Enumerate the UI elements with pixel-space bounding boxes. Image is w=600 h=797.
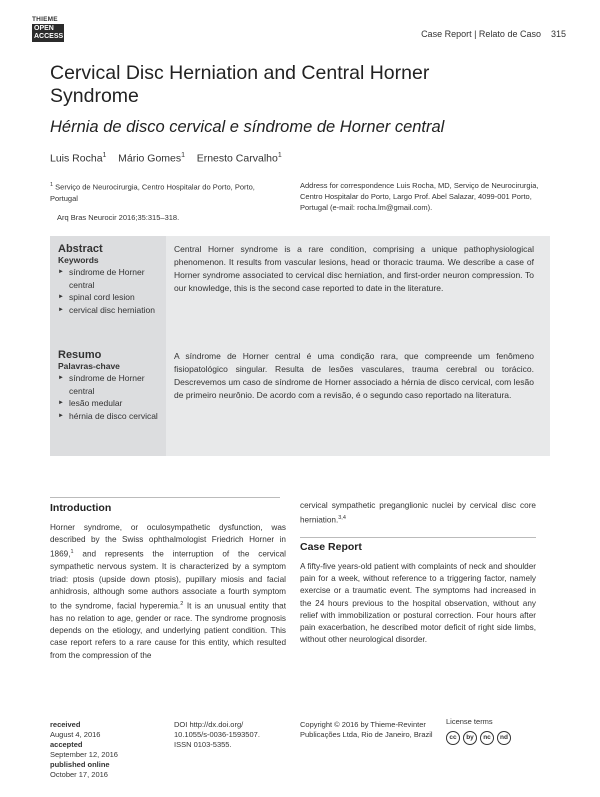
resumo-heading: Resumo xyxy=(58,349,102,361)
ref-sup: 1 xyxy=(70,549,74,556)
keyword-item: ► spinal cord lesion xyxy=(58,291,162,304)
keywords-list xyxy=(58,266,162,316)
accepted-label: accepted xyxy=(50,740,83,749)
by-icon: by xyxy=(463,731,477,745)
ref-sup: 2 xyxy=(180,600,184,607)
nd-icon: nd xyxy=(497,731,511,745)
running-header xyxy=(421,29,566,39)
intro-text-c: It is an unusual entity that has no relation to age, gender or race. The syndrome prognosis depends on the etiology, and underlying patient condition. This case report refers to a rare cause for this entity, which resulted from the compression of the xyxy=(50,601,286,660)
accepted-date: September 12, 2016 xyxy=(50,750,118,759)
case-report-paragraph: A fifty-five years-old patient with complaints of neck and shoulder pain for a week, without reference to a triggering factor, namely exercise or a traumatic event. The symptoms had increased in the 24 hours previous to the hospital observation, without any relief with immobilization or postural correction. Four hours after pain exacerbation, he described motor deficit of right side limbs, without other neurological disorder. xyxy=(300,562,536,645)
resumo-keywords-column xyxy=(58,349,162,422)
keywords-label: Keywords xyxy=(58,255,99,265)
doi-value: 10.1055/s-0036-1593507. xyxy=(174,730,260,739)
correspondence-text: Luis Rocha, MD, Serviço de Neurocirurgia, Centro Hospitalar do Porto, Largo Prof. Abel Salazar, 4099-001 Porto, Portugal (e-mail: rocha.lm@gmail.com). xyxy=(300,181,539,212)
keyword-item: ► cervical disc herniation xyxy=(58,304,162,317)
doi-url[interactable]: http://dx.doi.org/ xyxy=(189,720,244,729)
page-number: 315 xyxy=(550,29,566,39)
license-label: License terms xyxy=(446,717,493,726)
logo-line-1: OPEN xyxy=(34,25,54,32)
intro-text-b: and represents the interruption of the cervical sympathetic nervous system. It is characterized by a symptom triad: ptosis (upside down ptosis), pupillary miosis and facial anhidrosis, although some authors associate a fourth symptom to the syndrome, facial hyperemia. xyxy=(50,550,286,611)
keyword-item: ► síndrome de Horner central xyxy=(58,266,162,291)
article-dates xyxy=(50,720,160,780)
author-sup: 1 xyxy=(102,152,107,159)
doi-block xyxy=(174,720,294,750)
intro-cont-text: cervical sympathetic preganglionic nuclei by cervical disc core herniation. xyxy=(300,501,536,525)
affiliation-sup: 1 xyxy=(50,182,54,188)
received-label: received xyxy=(50,720,81,729)
nc-icon: nc xyxy=(480,731,494,745)
author-list xyxy=(50,152,282,165)
keyword-item: ► lesão medular xyxy=(58,397,162,410)
palavras-chave-list xyxy=(58,372,162,422)
author-sup: 1 xyxy=(181,152,186,159)
section-rule xyxy=(300,537,536,538)
keyword-item: ► hérnia de disco cervical xyxy=(58,410,162,423)
resumo-text: A síndrome de Horner central é uma condição rara, que compreende um fenômeno fisiopatológico singular. Resulta de lesões vasculares, trauma cerebral ou torácico. Descrevemos um caso de síndrome de Horner associado a hérnia de disco cervical, com lesão de primeiro neurônio. De acordo com a revisão, é o segundo caso reportado na literatura. xyxy=(174,351,534,400)
logo-line-2: ACCESS xyxy=(34,33,64,40)
introduction-heading: Introduction xyxy=(50,502,112,514)
logo-box xyxy=(32,24,64,42)
affiliation-text: Serviço de Neurocirurgia, Centro Hospitalar do Porto, Porto, Portugal xyxy=(50,182,255,203)
citation: Arq Bras Neurocir 2016;35:315–318. xyxy=(57,213,180,222)
introduction-paragraph xyxy=(50,522,286,662)
copyright: Copyright © 2016 by Thieme-Revinter Publicações Ltda, Rio de Janeiro, Brazil xyxy=(300,720,433,739)
correspondence-label: Address for correspondence xyxy=(300,181,395,190)
author-name: Ernesto Carvalho xyxy=(196,152,278,165)
published-label: published online xyxy=(50,760,110,769)
received-date: August 4, 2016 xyxy=(50,730,101,739)
cc-icon: cc xyxy=(446,731,460,745)
section-rule xyxy=(50,497,280,498)
abstract-heading: Abstract xyxy=(58,243,103,255)
introduction-continuation xyxy=(300,500,536,527)
affiliation xyxy=(50,180,280,204)
author-name: Mário Gomes xyxy=(118,152,182,165)
issn: ISSN 0103-5355. xyxy=(174,740,232,749)
published-date: October 17, 2016 xyxy=(50,770,108,779)
palavras-chave-label: Palavras-chave xyxy=(58,361,120,371)
article-subtitle: Hérnia de disco cervical e síndrome de Horner central xyxy=(50,118,445,136)
intro-text-a: Horner syndrome, or oculosympathetic dysfunction, was described by the Swiss ophthalmologist Friedrich Horner in 1869, xyxy=(50,523,286,560)
keyword-item: ► síndrome de Horner central xyxy=(58,372,162,397)
doi-label: DOI xyxy=(174,720,188,729)
case-report-heading: Case Report xyxy=(300,541,362,553)
logo-top-text: THIEME xyxy=(32,16,58,23)
section-label: Case Report | Relato de Caso xyxy=(421,29,541,39)
abstract-keywords-column xyxy=(58,243,162,316)
author-sup: 1 xyxy=(277,152,282,159)
thieme-open-access-logo xyxy=(32,16,64,42)
license-block xyxy=(446,717,546,745)
ref-sup: 3,4 xyxy=(338,515,346,522)
author-name: Luis Rocha xyxy=(50,152,103,165)
license-icons xyxy=(446,731,546,745)
correspondence xyxy=(300,180,540,213)
article-title: Cervical Disc Herniation and Central Horner Syndrome xyxy=(50,62,430,107)
abstract-text: Central Horner syndrome is a rare condition, comprising a unique pathophysiological phenomenon. It results from vascular lesions, head or thoracic trauma. We describe a case of Horner syndrome associated to cervical disc herniation, and first-order neuron compression. To our knowledge, this is the second case reported to date in the literature. xyxy=(174,244,534,293)
